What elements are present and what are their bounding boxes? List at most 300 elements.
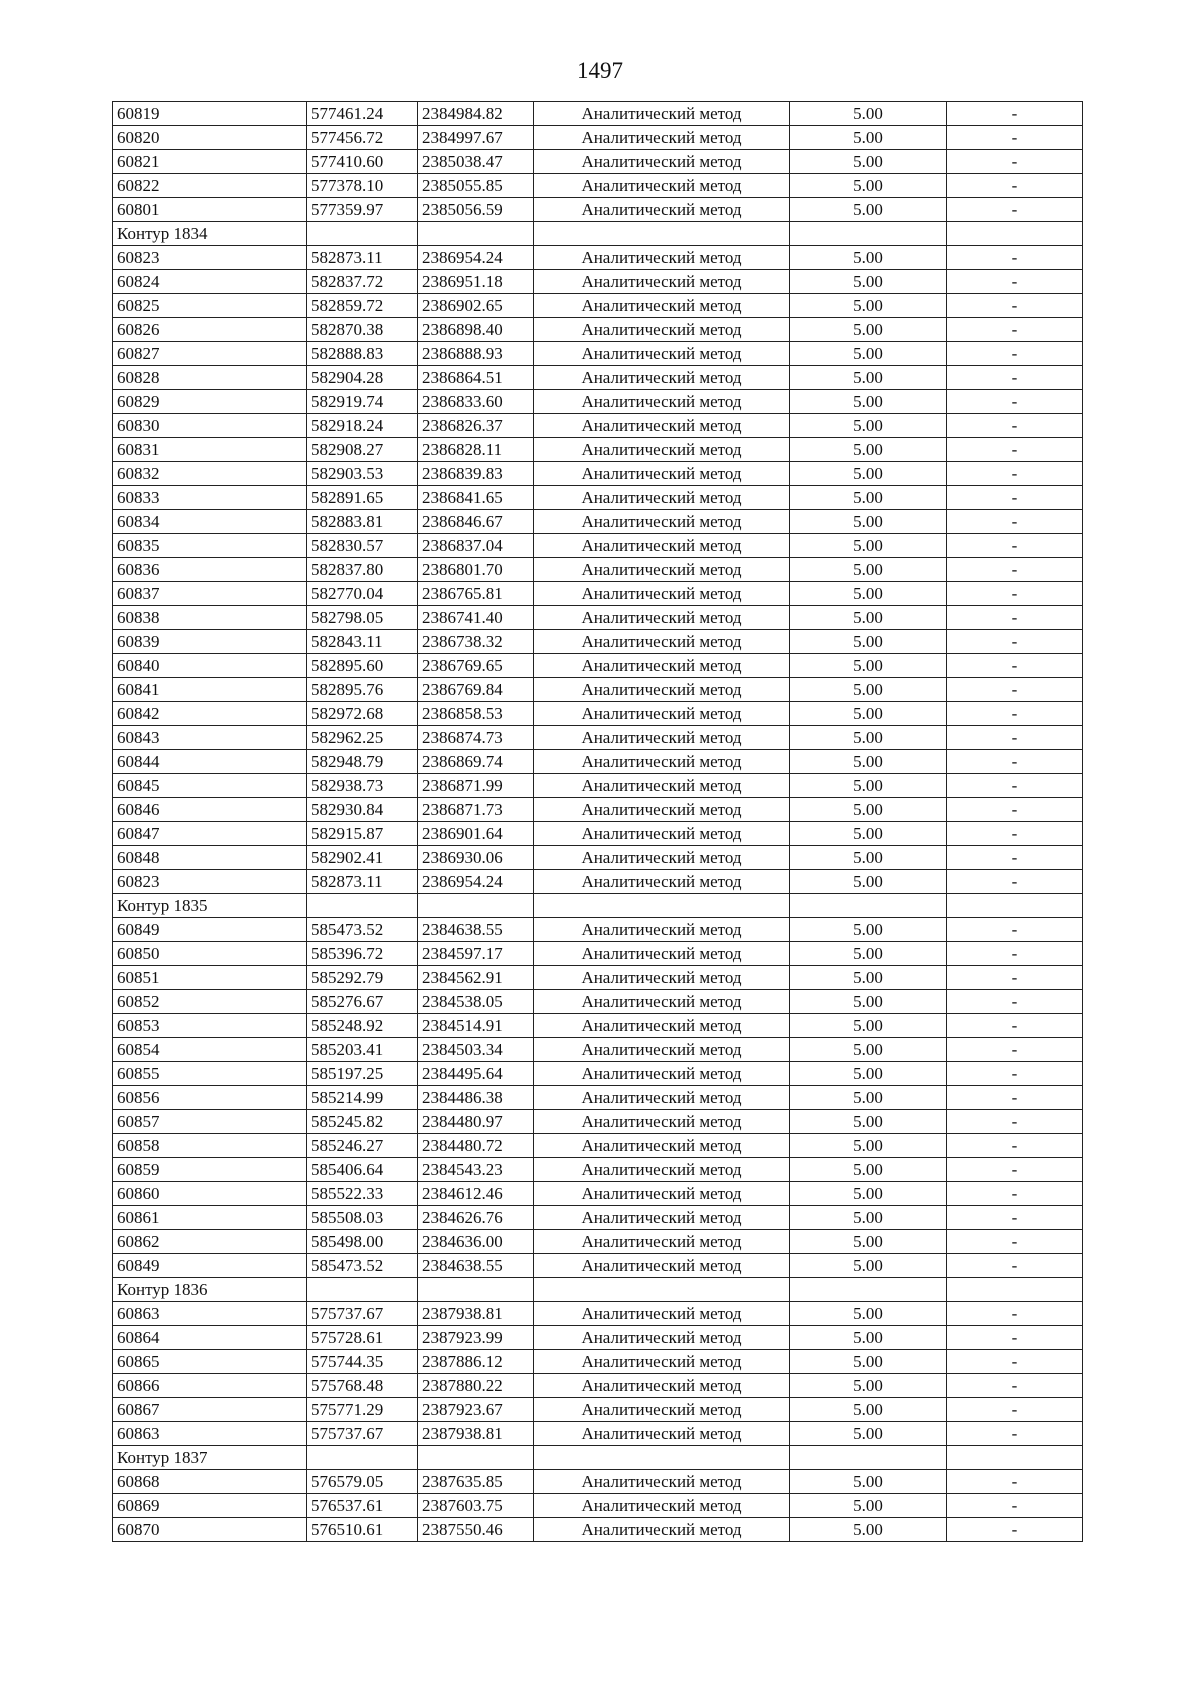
section-row	[113, 1446, 1083, 1470]
y-coordinate-cell: 2384486.38	[418, 1086, 534, 1110]
dash-cell: -	[947, 702, 1083, 726]
point-id-cell: 60869	[113, 1494, 307, 1518]
method-cell: Аналитический метод	[534, 510, 790, 534]
table-row	[113, 246, 1083, 270]
table-row	[113, 1254, 1083, 1278]
accuracy-cell: 5.00	[790, 414, 947, 438]
y-coordinate-cell: 2386769.65	[418, 654, 534, 678]
accuracy-cell: 5.00	[790, 654, 947, 678]
dash-cell: -	[947, 1038, 1083, 1062]
table-row	[113, 1038, 1083, 1062]
table-row	[113, 1206, 1083, 1230]
empty-cell	[307, 222, 418, 246]
y-coordinate-cell: 2387635.85	[418, 1470, 534, 1494]
x-coordinate-cell: 585473.52	[307, 1254, 418, 1278]
x-coordinate-cell: 582903.53	[307, 462, 418, 486]
x-coordinate-cell: 585246.27	[307, 1134, 418, 1158]
accuracy-cell: 5.00	[790, 126, 947, 150]
section-label: Контур 1834	[113, 222, 307, 246]
accuracy-cell: 5.00	[790, 822, 947, 846]
dash-cell: -	[947, 1158, 1083, 1182]
accuracy-cell: 5.00	[790, 1422, 947, 1446]
x-coordinate-cell: 582972.68	[307, 702, 418, 726]
table-row	[113, 486, 1083, 510]
y-coordinate-cell: 2386871.99	[418, 774, 534, 798]
accuracy-cell: 5.00	[790, 606, 947, 630]
y-coordinate-cell: 2384562.91	[418, 966, 534, 990]
y-coordinate-cell: 2386858.53	[418, 702, 534, 726]
x-coordinate-cell: 582798.05	[307, 606, 418, 630]
accuracy-cell: 5.00	[790, 870, 947, 894]
point-id-cell: 60822	[113, 174, 307, 198]
x-coordinate-cell: 582918.24	[307, 414, 418, 438]
accuracy-cell: 5.00	[790, 534, 947, 558]
y-coordinate-cell: 2386828.11	[418, 438, 534, 462]
table-row	[113, 870, 1083, 894]
x-coordinate-cell: 585214.99	[307, 1086, 418, 1110]
empty-cell	[947, 894, 1083, 918]
x-coordinate-cell: 582962.25	[307, 726, 418, 750]
dash-cell: -	[947, 390, 1083, 414]
point-id-cell: 60868	[113, 1470, 307, 1494]
accuracy-cell: 5.00	[790, 270, 947, 294]
table-row	[113, 1134, 1083, 1158]
accuracy-cell: 5.00	[790, 198, 947, 222]
method-cell: Аналитический метод	[534, 606, 790, 630]
table-row	[113, 1470, 1083, 1494]
x-coordinate-cell: 575771.29	[307, 1398, 418, 1422]
table-row	[113, 462, 1083, 486]
point-id-cell: 60858	[113, 1134, 307, 1158]
y-coordinate-cell: 2386741.40	[418, 606, 534, 630]
y-coordinate-cell: 2386864.51	[418, 366, 534, 390]
x-coordinate-cell: 576510.61	[307, 1518, 418, 1542]
x-coordinate-cell: 585276.67	[307, 990, 418, 1014]
y-coordinate-cell: 2386954.24	[418, 246, 534, 270]
table-row	[113, 582, 1083, 606]
method-cell: Аналитический метод	[534, 1134, 790, 1158]
method-cell: Аналитический метод	[534, 342, 790, 366]
point-id-cell: 60861	[113, 1206, 307, 1230]
table-row	[113, 1086, 1083, 1110]
table-row	[113, 750, 1083, 774]
dash-cell: -	[947, 582, 1083, 606]
x-coordinate-cell: 582843.11	[307, 630, 418, 654]
dash-cell: -	[947, 1134, 1083, 1158]
x-coordinate-cell: 582908.27	[307, 438, 418, 462]
accuracy-cell: 5.00	[790, 510, 947, 534]
dash-cell: -	[947, 966, 1083, 990]
table-row	[113, 1374, 1083, 1398]
x-coordinate-cell: 582904.28	[307, 366, 418, 390]
dash-cell: -	[947, 870, 1083, 894]
table-row	[113, 1326, 1083, 1350]
dash-cell: -	[947, 1398, 1083, 1422]
accuracy-cell: 5.00	[790, 1134, 947, 1158]
accuracy-cell: 5.00	[790, 630, 947, 654]
dash-cell: -	[947, 366, 1083, 390]
point-id-cell: 60848	[113, 846, 307, 870]
x-coordinate-cell: 577456.72	[307, 126, 418, 150]
y-coordinate-cell: 2386846.67	[418, 510, 534, 534]
method-cell: Аналитический метод	[534, 174, 790, 198]
x-coordinate-cell: 585292.79	[307, 966, 418, 990]
method-cell: Аналитический метод	[534, 1086, 790, 1110]
y-coordinate-cell: 2384638.55	[418, 918, 534, 942]
table-row	[113, 1062, 1083, 1086]
x-coordinate-cell: 582883.81	[307, 510, 418, 534]
dash-cell: -	[947, 918, 1083, 942]
y-coordinate-cell: 2386871.73	[418, 798, 534, 822]
point-id-cell: 60843	[113, 726, 307, 750]
table-row	[113, 1182, 1083, 1206]
empty-cell	[418, 1446, 534, 1470]
point-id-cell: 60863	[113, 1302, 307, 1326]
point-id-cell: 60850	[113, 942, 307, 966]
y-coordinate-cell: 2384597.17	[418, 942, 534, 966]
method-cell: Аналитический метод	[534, 1110, 790, 1134]
accuracy-cell: 5.00	[790, 798, 947, 822]
accuracy-cell: 5.00	[790, 942, 947, 966]
y-coordinate-cell: 2384612.46	[418, 1182, 534, 1206]
y-coordinate-cell: 2386833.60	[418, 390, 534, 414]
table-row	[113, 390, 1083, 414]
method-cell: Аналитический метод	[534, 414, 790, 438]
x-coordinate-cell: 582915.87	[307, 822, 418, 846]
empty-cell	[947, 1278, 1083, 1302]
accuracy-cell: 5.00	[790, 1470, 947, 1494]
dash-cell: -	[947, 1326, 1083, 1350]
method-cell: Аналитический метод	[534, 1062, 790, 1086]
dash-cell: -	[947, 990, 1083, 1014]
method-cell: Аналитический метод	[534, 1350, 790, 1374]
x-coordinate-cell: 582873.11	[307, 870, 418, 894]
y-coordinate-cell: 2384495.64	[418, 1062, 534, 1086]
y-coordinate-cell: 2386951.18	[418, 270, 534, 294]
dash-cell: -	[947, 1014, 1083, 1038]
accuracy-cell: 5.00	[790, 366, 947, 390]
table-row	[113, 942, 1083, 966]
method-cell: Аналитический метод	[534, 486, 790, 510]
point-id-cell: 60827	[113, 342, 307, 366]
table-row	[113, 1518, 1083, 1542]
empty-cell	[534, 894, 790, 918]
table-row	[113, 1014, 1083, 1038]
table-row	[113, 822, 1083, 846]
method-cell: Аналитический метод	[534, 102, 790, 126]
empty-cell	[418, 1278, 534, 1302]
dash-cell: -	[947, 1494, 1083, 1518]
accuracy-cell: 5.00	[790, 1302, 947, 1326]
dash-cell: -	[947, 1422, 1083, 1446]
dash-cell: -	[947, 1182, 1083, 1206]
accuracy-cell: 5.00	[790, 1038, 947, 1062]
x-coordinate-cell: 582902.41	[307, 846, 418, 870]
y-coordinate-cell: 2386902.65	[418, 294, 534, 318]
table-row	[113, 198, 1083, 222]
point-id-cell: 60862	[113, 1230, 307, 1254]
method-cell: Аналитический метод	[534, 534, 790, 558]
point-id-cell: 60851	[113, 966, 307, 990]
table-row	[113, 918, 1083, 942]
method-cell: Аналитический метод	[534, 774, 790, 798]
table-row	[113, 678, 1083, 702]
x-coordinate-cell: 582837.80	[307, 558, 418, 582]
point-id-cell: 60870	[113, 1518, 307, 1542]
method-cell: Аналитический метод	[534, 1326, 790, 1350]
method-cell: Аналитический метод	[534, 1014, 790, 1038]
section-label: Контур 1836	[113, 1278, 307, 1302]
accuracy-cell: 5.00	[790, 150, 947, 174]
dash-cell: -	[947, 558, 1083, 582]
point-id-cell: 60837	[113, 582, 307, 606]
x-coordinate-cell: 582930.84	[307, 798, 418, 822]
dash-cell: -	[947, 174, 1083, 198]
point-id-cell: 60836	[113, 558, 307, 582]
point-id-cell: 60842	[113, 702, 307, 726]
x-coordinate-cell: 582873.11	[307, 246, 418, 270]
point-id-cell: 60845	[113, 774, 307, 798]
accuracy-cell: 5.00	[790, 582, 947, 606]
accuracy-cell: 5.00	[790, 726, 947, 750]
point-id-cell: 60852	[113, 990, 307, 1014]
point-id-cell: 60835	[113, 534, 307, 558]
x-coordinate-cell: 577461.24	[307, 102, 418, 126]
method-cell: Аналитический метод	[534, 1038, 790, 1062]
method-cell: Аналитический метод	[534, 390, 790, 414]
point-id-cell: 60801	[113, 198, 307, 222]
y-coordinate-cell: 2386769.84	[418, 678, 534, 702]
table-row	[113, 702, 1083, 726]
dash-cell: -	[947, 1470, 1083, 1494]
empty-cell	[307, 894, 418, 918]
y-coordinate-cell: 2385038.47	[418, 150, 534, 174]
y-coordinate-cell: 2387880.22	[418, 1374, 534, 1398]
table-row	[113, 126, 1083, 150]
accuracy-cell: 5.00	[790, 1494, 947, 1518]
accuracy-cell: 5.00	[790, 1206, 947, 1230]
method-cell: Аналитический метод	[534, 870, 790, 894]
accuracy-cell: 5.00	[790, 390, 947, 414]
method-cell: Аналитический метод	[534, 1182, 790, 1206]
table-row	[113, 534, 1083, 558]
method-cell: Аналитический метод	[534, 918, 790, 942]
x-coordinate-cell: 585245.82	[307, 1110, 418, 1134]
dash-cell: -	[947, 1302, 1083, 1326]
x-coordinate-cell: 582870.38	[307, 318, 418, 342]
table-row	[113, 726, 1083, 750]
accuracy-cell: 5.00	[790, 1158, 947, 1182]
table-row	[113, 630, 1083, 654]
x-coordinate-cell: 575737.67	[307, 1422, 418, 1446]
accuracy-cell: 5.00	[790, 1326, 947, 1350]
section-label: Контур 1835	[113, 894, 307, 918]
table-row	[113, 654, 1083, 678]
table-row	[113, 174, 1083, 198]
x-coordinate-cell: 582948.79	[307, 750, 418, 774]
y-coordinate-cell: 2386839.83	[418, 462, 534, 486]
point-id-cell: 60840	[113, 654, 307, 678]
table-row	[113, 846, 1083, 870]
method-cell: Аналитический метод	[534, 270, 790, 294]
dash-cell: -	[947, 654, 1083, 678]
method-cell: Аналитический метод	[534, 1494, 790, 1518]
dash-cell: -	[947, 150, 1083, 174]
table-row	[113, 342, 1083, 366]
dash-cell: -	[947, 342, 1083, 366]
accuracy-cell: 5.00	[790, 1398, 947, 1422]
table-row	[113, 990, 1083, 1014]
y-coordinate-cell: 2384626.76	[418, 1206, 534, 1230]
method-cell: Аналитический метод	[534, 198, 790, 222]
accuracy-cell: 5.00	[790, 990, 947, 1014]
accuracy-cell: 5.00	[790, 486, 947, 510]
method-cell: Аналитический метод	[534, 798, 790, 822]
dash-cell: -	[947, 1110, 1083, 1134]
dash-cell: -	[947, 414, 1083, 438]
y-coordinate-cell: 2387938.81	[418, 1422, 534, 1446]
point-id-cell: 60833	[113, 486, 307, 510]
dash-cell: -	[947, 1374, 1083, 1398]
x-coordinate-cell: 575744.35	[307, 1350, 418, 1374]
table-row	[113, 414, 1083, 438]
point-id-cell: 60847	[113, 822, 307, 846]
dash-cell: -	[947, 318, 1083, 342]
point-id-cell: 60849	[113, 1254, 307, 1278]
method-cell: Аналитический метод	[534, 1422, 790, 1446]
table-row	[113, 102, 1083, 126]
y-coordinate-cell: 2386837.04	[418, 534, 534, 558]
method-cell: Аналитический метод	[534, 1518, 790, 1542]
point-id-cell: 60855	[113, 1062, 307, 1086]
y-coordinate-cell: 2386901.64	[418, 822, 534, 846]
method-cell: Аналитический метод	[534, 150, 790, 174]
table-row	[113, 558, 1083, 582]
x-coordinate-cell: 582895.76	[307, 678, 418, 702]
x-coordinate-cell: 582891.65	[307, 486, 418, 510]
point-id-cell: 60830	[113, 414, 307, 438]
method-cell: Аналитический метод	[534, 1374, 790, 1398]
method-cell: Аналитический метод	[534, 558, 790, 582]
accuracy-cell: 5.00	[790, 318, 947, 342]
dash-cell: -	[947, 438, 1083, 462]
dash-cell: -	[947, 102, 1083, 126]
x-coordinate-cell: 582770.04	[307, 582, 418, 606]
coordinates-table-body	[113, 102, 1083, 1542]
accuracy-cell: 5.00	[790, 918, 947, 942]
method-cell: Аналитический метод	[534, 846, 790, 870]
y-coordinate-cell: 2384997.67	[418, 126, 534, 150]
point-id-cell: 60864	[113, 1326, 307, 1350]
accuracy-cell: 5.00	[790, 966, 947, 990]
accuracy-cell: 5.00	[790, 462, 947, 486]
empty-cell	[418, 894, 534, 918]
point-id-cell: 60838	[113, 606, 307, 630]
table-row	[113, 606, 1083, 630]
dash-cell: -	[947, 1086, 1083, 1110]
point-id-cell: 60821	[113, 150, 307, 174]
dash-cell: -	[947, 1062, 1083, 1086]
x-coordinate-cell: 582888.83	[307, 342, 418, 366]
dash-cell: -	[947, 846, 1083, 870]
empty-cell	[534, 1278, 790, 1302]
dash-cell: -	[947, 198, 1083, 222]
point-id-cell: 60831	[113, 438, 307, 462]
point-id-cell: 60867	[113, 1398, 307, 1422]
y-coordinate-cell: 2386874.73	[418, 726, 534, 750]
x-coordinate-cell: 585406.64	[307, 1158, 418, 1182]
method-cell: Аналитический метод	[534, 318, 790, 342]
empty-cell	[418, 222, 534, 246]
table-row	[113, 150, 1083, 174]
x-coordinate-cell: 576537.61	[307, 1494, 418, 1518]
method-cell: Аналитический метод	[534, 1470, 790, 1494]
table-row	[113, 438, 1083, 462]
y-coordinate-cell: 2384636.00	[418, 1230, 534, 1254]
method-cell: Аналитический метод	[534, 990, 790, 1014]
method-cell: Аналитический метод	[534, 822, 790, 846]
point-id-cell: 60863	[113, 1422, 307, 1446]
method-cell: Аналитический метод	[534, 366, 790, 390]
dash-cell: -	[947, 1206, 1083, 1230]
accuracy-cell: 5.00	[790, 846, 947, 870]
x-coordinate-cell: 585473.52	[307, 918, 418, 942]
x-coordinate-cell: 575737.67	[307, 1302, 418, 1326]
method-cell: Аналитический метод	[534, 678, 790, 702]
x-coordinate-cell: 575768.48	[307, 1374, 418, 1398]
dash-cell: -	[947, 1254, 1083, 1278]
x-coordinate-cell: 582837.72	[307, 270, 418, 294]
dash-cell: -	[947, 534, 1083, 558]
accuracy-cell: 5.00	[790, 1518, 947, 1542]
accuracy-cell: 5.00	[790, 1254, 947, 1278]
y-coordinate-cell: 2385055.85	[418, 174, 534, 198]
section-row	[113, 1278, 1083, 1302]
table-row	[113, 1302, 1083, 1326]
point-id-cell: 60828	[113, 366, 307, 390]
method-cell: Аналитический метод	[534, 246, 790, 270]
y-coordinate-cell: 2386826.37	[418, 414, 534, 438]
accuracy-cell: 5.00	[790, 294, 947, 318]
method-cell: Аналитический метод	[534, 630, 790, 654]
point-id-cell: 60825	[113, 294, 307, 318]
accuracy-cell: 5.00	[790, 750, 947, 774]
y-coordinate-cell: 2386869.74	[418, 750, 534, 774]
x-coordinate-cell: 577378.10	[307, 174, 418, 198]
dash-cell: -	[947, 486, 1083, 510]
x-coordinate-cell: 585203.41	[307, 1038, 418, 1062]
point-id-cell: 60853	[113, 1014, 307, 1038]
method-cell: Аналитический метод	[534, 438, 790, 462]
coordinates-table	[112, 101, 1083, 1542]
table-row	[113, 1494, 1083, 1518]
method-cell: Аналитический метод	[534, 726, 790, 750]
y-coordinate-cell: 2384984.82	[418, 102, 534, 126]
empty-cell	[534, 1446, 790, 1470]
table-row	[113, 966, 1083, 990]
table-row	[113, 1398, 1083, 1422]
accuracy-cell: 5.00	[790, 342, 947, 366]
dash-cell: -	[947, 270, 1083, 294]
y-coordinate-cell: 2386898.40	[418, 318, 534, 342]
table-row	[113, 294, 1083, 318]
y-coordinate-cell: 2386930.06	[418, 846, 534, 870]
y-coordinate-cell: 2384538.05	[418, 990, 534, 1014]
table-row	[113, 798, 1083, 822]
point-id-cell: 60839	[113, 630, 307, 654]
table-row	[113, 1158, 1083, 1182]
section-row	[113, 222, 1083, 246]
